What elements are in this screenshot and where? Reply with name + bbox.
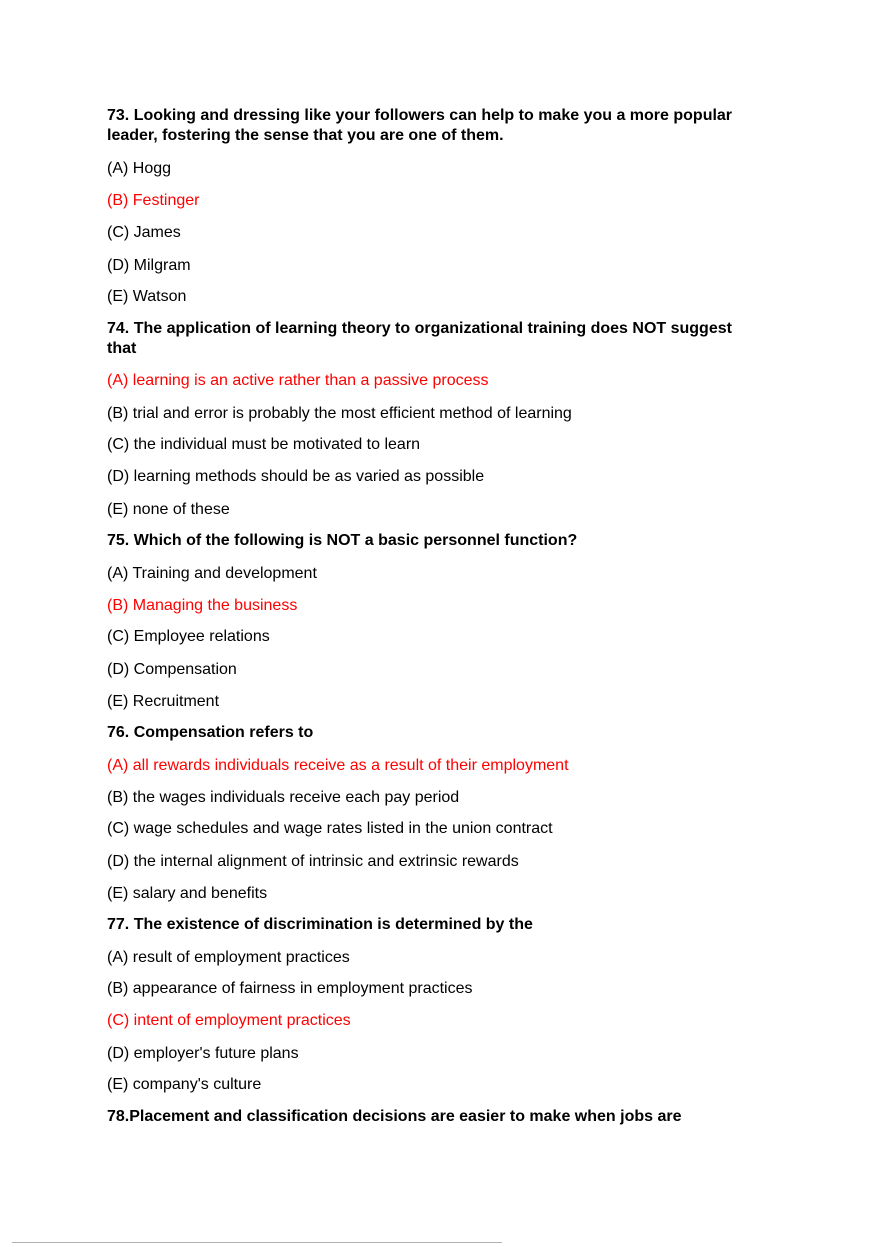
option-77-c-correct: (C) intent of employment practices: [107, 1012, 351, 1029]
question-75: 75. Which of the following is NOT a basic personnel function?: [107, 532, 578, 549]
option-75-d: (D) Compensation: [107, 661, 237, 678]
question-78: 78.Placement and classification decisions are easier to make when jobs are: [107, 1108, 682, 1125]
option-73-b-correct: (B) Festinger: [107, 192, 200, 209]
question-76: 76. Compensation refers to: [107, 724, 314, 741]
option-74-b: (B) trial and error is probably the most efficient method of learning: [107, 405, 572, 422]
option-74-a-correct: (A) learning is an active rather than a passive process: [107, 372, 489, 389]
question-73: 73. Looking and dressing like your followers can help to make you a more popular leader, fostering the sense that you are one of them.: [107, 107, 733, 144]
option-74-c: (C) the individual must be motivated to learn: [107, 436, 421, 453]
question-77: 77. The existence of discrimination is determined by the: [107, 916, 533, 933]
option-75-c: (C) Employee relations: [107, 628, 270, 645]
option-74-e: (E) none of these: [107, 501, 230, 518]
option-73-a: (A) Hogg: [107, 160, 172, 177]
option-74-d: (D) learning methods should be as varied as possible: [107, 468, 485, 485]
option-73-d: (D) Milgram: [107, 257, 191, 274]
option-77-b: (B) appearance of fairness in employment practices: [107, 980, 473, 997]
option-75-b-correct: (B) Managing the business: [107, 597, 298, 614]
option-76-d: (D) the internal alignment of intrinsic and extrinsic rewards: [107, 853, 519, 870]
option-77-a: (A) result of employment practices: [107, 949, 350, 966]
option-77-e: (E) company's culture: [107, 1076, 262, 1093]
option-75-e: (E) Recruitment: [107, 693, 220, 710]
option-76-e: (E) salary and benefits: [107, 885, 268, 902]
option-73-c: (C) James: [107, 224, 181, 241]
option-73-e: (E) Watson: [107, 288, 187, 305]
option-76-b: (B) the wages individuals receive each pay period: [107, 789, 460, 806]
question-74: 74. The application of learning theory to organizational training does NOT suggest that: [107, 320, 732, 357]
option-76-c: (C) wage schedules and wage rates listed in the union contract: [107, 820, 553, 837]
option-76-a-correct: (A) all rewards individuals receive as a result of their employment: [107, 757, 569, 774]
footer-divider: [12, 1242, 502, 1243]
option-75-a: (A) Training and development: [107, 565, 317, 582]
option-77-d: (D) employer's future plans: [107, 1045, 299, 1062]
